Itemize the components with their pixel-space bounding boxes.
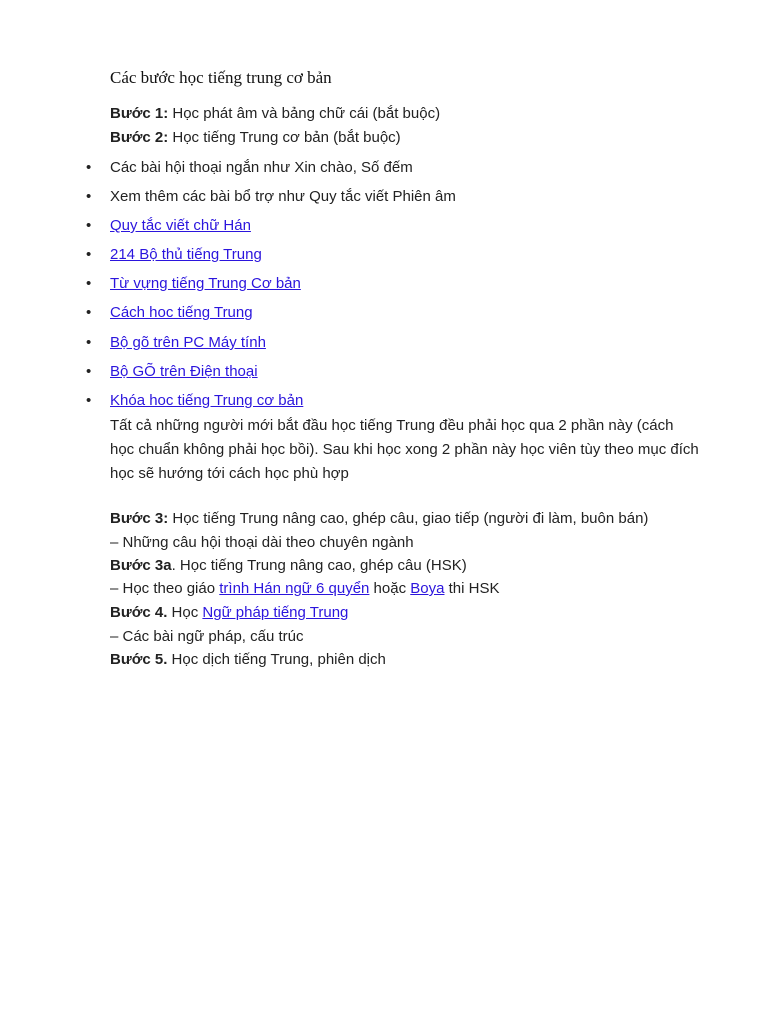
bullet-dot: • <box>86 217 92 234</box>
step-1 <box>110 104 440 124</box>
step-3a-note-middle: hoặc <box>369 580 411 597</box>
step-4-text: Học <box>167 604 203 621</box>
link-khoa-hoc-co-ban[interactable]: Khóa hoc tiếng Trung cơ bản <box>110 392 304 409</box>
list-item <box>110 362 258 382</box>
document-title: Các bước học tiếng trung cơ bản <box>110 68 332 87</box>
bullet-dot: • <box>86 246 92 263</box>
bullet-dot: • <box>86 304 92 321</box>
link-han-ngu-6-quyen[interactable]: trình Hán ngữ 6 quyển <box>219 580 370 597</box>
link-tu-vung-co-ban[interactable]: Từ vựng tiếng Trung Cơ bản <box>110 275 301 292</box>
step-5-label: Bước 5. <box>110 651 168 668</box>
step-4 <box>110 603 348 623</box>
step-4-label: Bước 4. <box>110 604 168 621</box>
step-3a-label: Bước 3a <box>110 557 172 574</box>
step-1-label: Bước 1: <box>110 105 169 122</box>
bullet-dot: • <box>86 275 92 292</box>
step-3-note: – Những câu hội thoại dài theo chuyên ngành <box>110 534 414 551</box>
step-5 <box>110 650 386 670</box>
list-item <box>110 303 253 323</box>
step-3a <box>110 556 467 576</box>
bullet-dot: • <box>86 188 92 205</box>
list-item <box>110 274 301 294</box>
bullet-dot: • <box>86 392 92 409</box>
link-bo-go-dien-thoai[interactable]: Bộ GÕ trên Điện thoại <box>110 363 258 380</box>
bullet-dot: • <box>86 159 92 176</box>
step-2 <box>110 128 401 148</box>
step-3a-note-suffix: thi HSK <box>444 580 500 597</box>
list-item <box>110 245 262 265</box>
step-2-text: Học tiếng Trung cơ bản (bắt buộc) <box>168 129 401 146</box>
list-item <box>110 391 303 411</box>
step-3a-text: . Học tiếng Trung nâng cao, ghép câu (HSK) <box>171 557 467 574</box>
list-item: Các bài hội thoại ngắn như Xin chào, Số đếm <box>110 159 413 176</box>
step-2-label: Bước 2: <box>110 129 169 146</box>
link-ngu-phap[interactable]: Ngữ pháp tiếng Trung <box>202 604 349 621</box>
step-1-text: Học phát âm và bảng chữ cái (bắt buộc) <box>168 105 441 122</box>
bullet-dot: • <box>86 363 92 380</box>
step-3a-note-prefix: – Học theo giáo <box>110 580 220 597</box>
list-item <box>110 333 266 353</box>
link-quy-tac-viet-chu-han[interactable]: Quy tắc viết chữ Hán <box>110 217 251 234</box>
list-item: Xem thêm các bài bổ trợ như Quy tắc viết Phiên âm <box>110 188 456 205</box>
step-3-label: Bước 3: <box>110 510 169 527</box>
step-4-note: – Các bài ngữ pháp, cấu trúc <box>110 628 304 645</box>
step-3-text: Học tiếng Trung nâng cao, ghép câu, giao tiếp (người đi làm, buôn bán) <box>168 510 649 527</box>
link-cach-hoc-tieng-trung[interactable]: Cách hoc tiếng Trung <box>110 304 253 321</box>
link-boya[interactable]: Boya <box>410 580 445 597</box>
list-item <box>110 216 251 236</box>
step-3a-note <box>110 579 500 599</box>
intro-paragraph: Tất cả những người mới bắt đầu học tiếng Trung đều phải học qua 2 phần này (cách học chuẩn không phải học bồi). Sau khi học xong 2 phần này học viên tùy theo mục đích học sẽ hướng tới cách học phù hợp <box>110 417 699 482</box>
link-214-bo-thu[interactable]: 214 Bộ thủ tiếng Trung <box>110 246 262 263</box>
step-5-text: Học dịch tiếng Trung, phiên dịch <box>167 651 386 668</box>
step-3 <box>110 509 648 529</box>
bullet-dot: • <box>86 334 92 351</box>
link-bo-go-pc[interactable]: Bộ gõ trên PC Máy tính <box>110 334 266 351</box>
